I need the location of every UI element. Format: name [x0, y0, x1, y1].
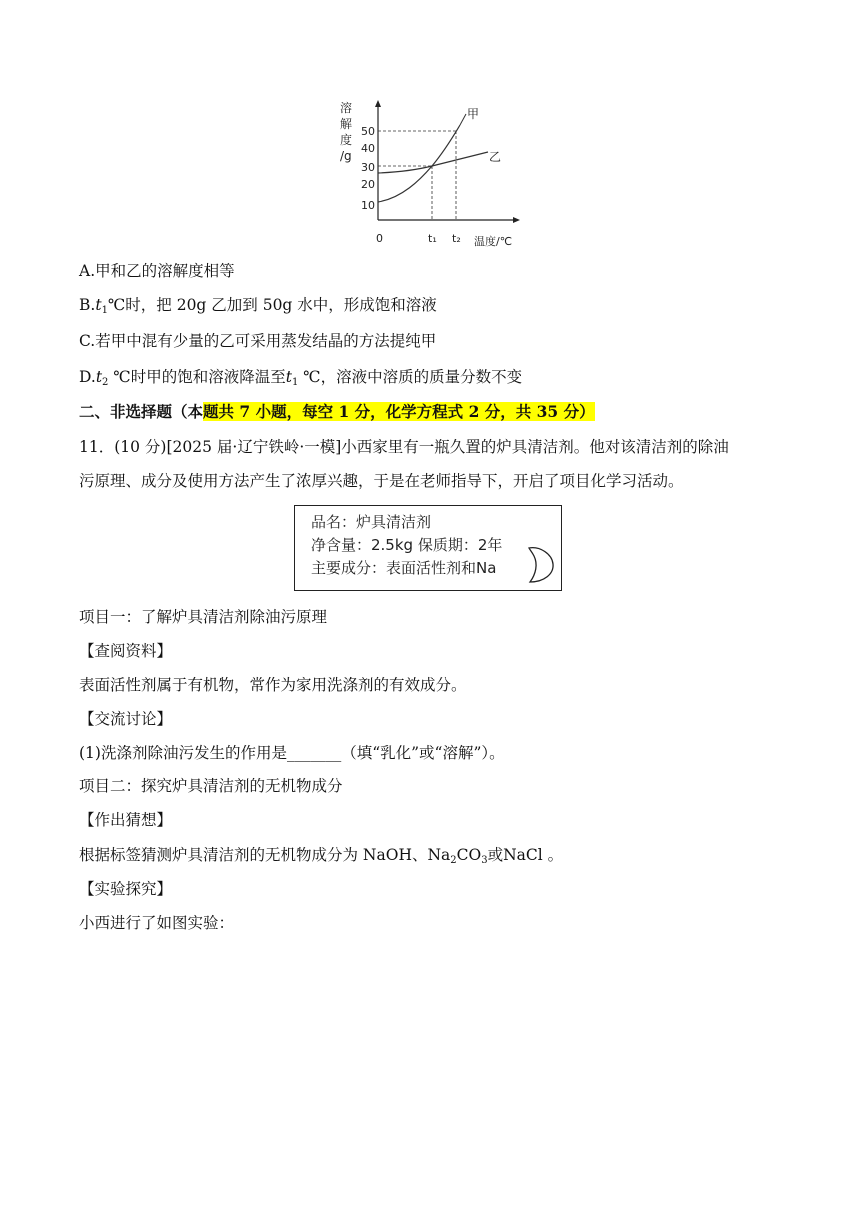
curve-jia — [378, 125, 460, 202]
curve-label-jia: 甲 — [467, 107, 480, 121]
section-heading-pre: 二、非选择题（本 — [79, 402, 204, 421]
option-b-t: t — [95, 296, 102, 314]
curve-yi — [378, 152, 488, 173]
guess-sub-2: 2 — [450, 855, 457, 866]
x-tick-t2: t₂ — [452, 232, 461, 245]
guess-end: 或NaCl 。 — [487, 846, 564, 864]
q11-line-1: 11．(10 分)[2025 届·辽宁铁岭·一模]小西家里有一瓶久置的炉具清洁剂。他对该清洁剂的除油 — [79, 438, 729, 456]
x-axis-label: 温度/℃ — [474, 235, 513, 248]
ref-text: 表面活性剂属于有机物，常作为家用洗涤剂的有效成分。 — [79, 676, 467, 694]
option-d-sub1: 2 — [102, 377, 109, 388]
y-label-char-1: 溶 — [340, 101, 353, 115]
option-d-t1: t — [95, 368, 103, 386]
solubility-graph — [332, 98, 532, 248]
y-label-char-3: 度 — [340, 133, 353, 147]
y-label-char-2: 解 — [340, 117, 353, 131]
option-b-prefix: B. — [79, 296, 96, 314]
section-heading-highlight: 题共 7 小题，每空 1 分，化学方程式 2 分，共 35 分） — [203, 402, 595, 421]
product-content: 净含量：2.5kg 保质期：2年 — [311, 536, 503, 554]
option-c: C.若甲中混有少量的乙可采用蒸发结晶的方法提纯甲 — [79, 332, 437, 350]
guess-sub-3: 3 — [481, 855, 488, 866]
option-d-prefix: D. — [79, 368, 96, 386]
option-b-text: ℃时，把 20g 乙加到 50g 水中，形成饱和溶液 — [107, 296, 437, 314]
y-tick-20: 20 — [361, 178, 375, 191]
y-tick-10: 10 — [361, 199, 375, 212]
product-label — [294, 505, 562, 591]
product-name: 品名：炉具清洁剂 — [311, 513, 432, 531]
y-axis-label — [340, 100, 352, 163]
product-ingredients: 主要成分：表面活性剂和Na — [311, 559, 497, 577]
x-tick-t1: t₁ — [428, 232, 437, 245]
guess-heading: 【作出猜想】 — [79, 811, 173, 829]
y-tick-50: 50 — [361, 125, 375, 138]
exp-heading: 【实验探究】 — [79, 880, 173, 898]
question-1: (1)洗涤剂除油污发生的作用是_______（填“乳化”或“溶解”）。 — [79, 744, 505, 762]
option-a: A.甲和乙的溶解度相等 — [79, 262, 235, 280]
project-2: 项目二：探究炉具清洁剂的无机物成分 — [79, 777, 343, 795]
guess-co: CO — [456, 846, 482, 864]
ref-heading: 【查阅资料】 — [79, 642, 173, 660]
option-d — [79, 366, 522, 388]
torn-label-icon — [526, 544, 556, 584]
option-d-mid: ℃时甲的饱和溶液降温至 — [108, 368, 286, 386]
guess-pre: 根据标签猜测炉具清洁剂的无机物成分为 NaOH、Na — [79, 846, 451, 864]
y-tick-30: 30 — [361, 161, 375, 174]
y-label-char-4: /g — [340, 149, 352, 163]
option-d-sub2: 1 — [291, 377, 299, 388]
curve-jia-leader — [460, 114, 466, 125]
section-heading — [79, 401, 595, 423]
disc-heading: 【交流讨论】 — [79, 710, 173, 728]
option-b-sub: 1 — [101, 305, 108, 316]
curve-label-yi: 乙 — [489, 150, 502, 164]
guess-text — [79, 844, 563, 866]
option-d-text: ℃，溶液中溶质的质量分数不变 — [298, 368, 523, 386]
option-d-t2: t — [285, 368, 292, 386]
project-1: 项目一：了解炉具清洁剂除油污原理 — [79, 608, 328, 626]
exp-text: 小西进行了如图实验： — [79, 914, 235, 932]
q11-line-2: 污原理、成分及使用方法产生了浓厚兴趣，于是在老师指导下，开启了项目化学习活动。 — [79, 472, 684, 490]
origin-label: 0 — [376, 232, 383, 245]
y-tick-40: 40 — [361, 142, 375, 155]
y-axis-arrow — [375, 100, 381, 107]
x-axis-arrow — [513, 217, 520, 223]
option-b — [79, 294, 437, 316]
